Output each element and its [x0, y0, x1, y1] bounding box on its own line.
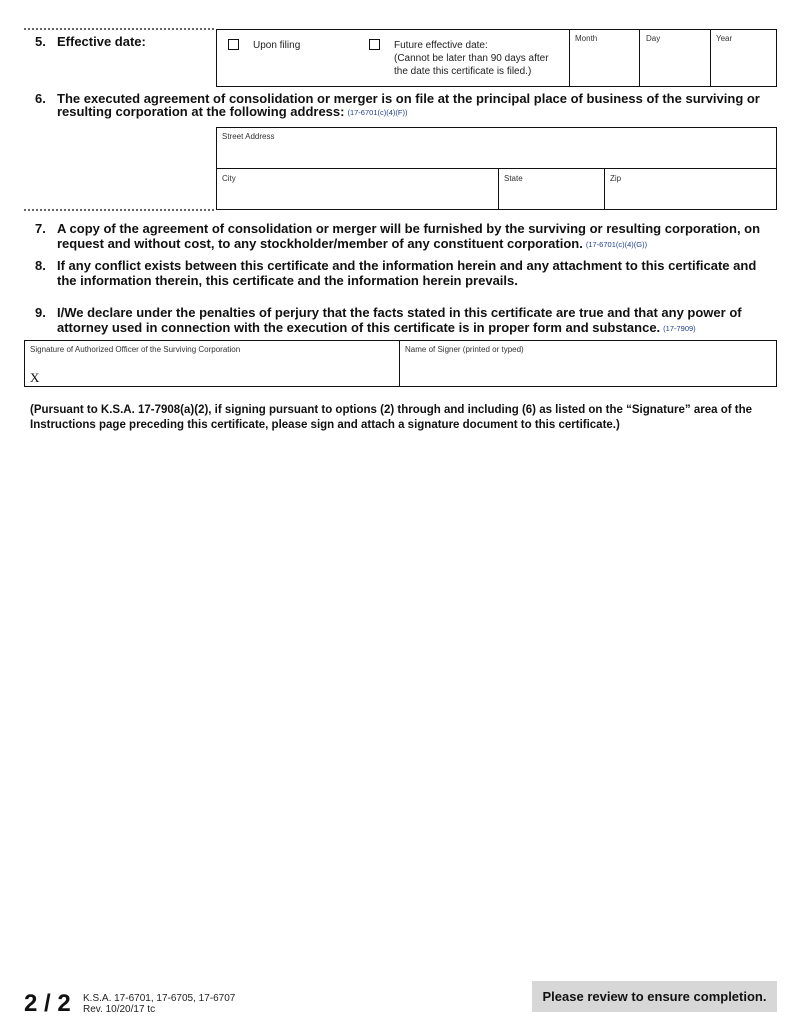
- statute-reference: K.S.A. 17-6701, 17-6705, 17-6707: [83, 993, 236, 1004]
- city-field[interactable]: [217, 185, 497, 209]
- item7-line2-text: request and without cost, to any stockholder/member of any constituent corporation.: [57, 236, 583, 251]
- item6-number: 6.: [35, 91, 46, 106]
- signature-field[interactable]: [44, 357, 396, 385]
- street-address-field[interactable]: [217, 143, 776, 167]
- future-date-label: Future effective date:: [394, 40, 488, 51]
- revision-date: Rev. 10/20/17 tc: [83, 1004, 156, 1015]
- page-number: 2 / 2: [24, 990, 71, 1017]
- upon-filing-checkbox[interactable]: [228, 39, 239, 50]
- day-field-label: Day: [646, 34, 661, 43]
- item9-number: 9.: [35, 305, 46, 320]
- item9-citation: (17-7909): [663, 324, 696, 333]
- review-completion-banner: Please review to ensure completion.: [532, 981, 777, 1012]
- city-label: City: [222, 174, 236, 183]
- future-date-checkbox[interactable]: [369, 39, 380, 50]
- item9-line2-text: attorney used in connection with the execution of this certificate is in proper form and substance.: [57, 320, 661, 335]
- section-divider-top: [24, 28, 214, 30]
- future-date-note-1: (Cannot be later than 90 days after: [394, 53, 549, 64]
- item8-line2: the information therein, this certificate and the information herein prevails.: [57, 273, 518, 288]
- signature-divider: [399, 340, 400, 387]
- item8-line1: If any conflict exists between this certificate and the information herein and any attachment to this certificate and: [57, 258, 757, 273]
- item7-line2: [57, 236, 647, 253]
- signature-label: Signature of Authorized Officer of the Surviving Corporation: [30, 345, 241, 354]
- month-field-label: Month: [575, 34, 598, 43]
- state-field[interactable]: [499, 185, 603, 209]
- signer-name-label: Name of Signer (printed or typed): [405, 345, 524, 354]
- item7-citation: (17-6701(c)(4)(G)): [585, 240, 648, 249]
- item5-number: 5.: [35, 34, 46, 49]
- state-label: State: [504, 174, 523, 183]
- item6-line1: The executed agreement of consolidation or merger is on file at the principal place of business of the surviving or: [57, 91, 760, 106]
- item6-line2-text: resulting corporation at the following address:: [57, 104, 345, 119]
- item8-number: 8.: [35, 258, 46, 273]
- item7-number: 7.: [35, 221, 46, 236]
- zip-field[interactable]: [605, 185, 776, 209]
- month-field[interactable]: [570, 45, 638, 86]
- street-address-label: Street Address: [222, 132, 275, 141]
- year-field[interactable]: [711, 45, 776, 86]
- zip-label: Zip: [610, 174, 622, 183]
- item7-line1: A copy of the agreement of consolidation or merger will be furnished by the surviving or resulting corporation, on: [57, 221, 761, 236]
- upon-filing-label: Upon filing: [253, 40, 301, 51]
- future-date-note-2: the date this certificate is filed.): [394, 66, 532, 77]
- item5-label: Effective date:: [57, 34, 146, 49]
- section-divider-middle: [24, 209, 214, 211]
- item6-line2: [57, 104, 407, 121]
- address-row-divider: [216, 168, 777, 169]
- item6-citation: (17-6701(c)(4)(F)): [347, 108, 408, 117]
- year-field-label: Year: [716, 34, 733, 43]
- pursuant-note-line2: Instructions page preceding this certificate, please sign and attach a signature document to this certificate.): [30, 419, 620, 431]
- item9-line1: I/We declare under the penalties of perjury that the facts stated in this certificate are true and that any power of: [57, 305, 742, 320]
- signer-name-field[interactable]: [401, 357, 775, 385]
- pursuant-note-line1: (Pursuant to K.S.A. 17-7908(a)(2), if signing pursuant to options (2) through and including (6) as listed on the “Signature” area of the: [30, 404, 752, 416]
- signature-mark: X: [30, 370, 40, 385]
- day-field[interactable]: [640, 45, 709, 86]
- item9-line2: [57, 320, 696, 337]
